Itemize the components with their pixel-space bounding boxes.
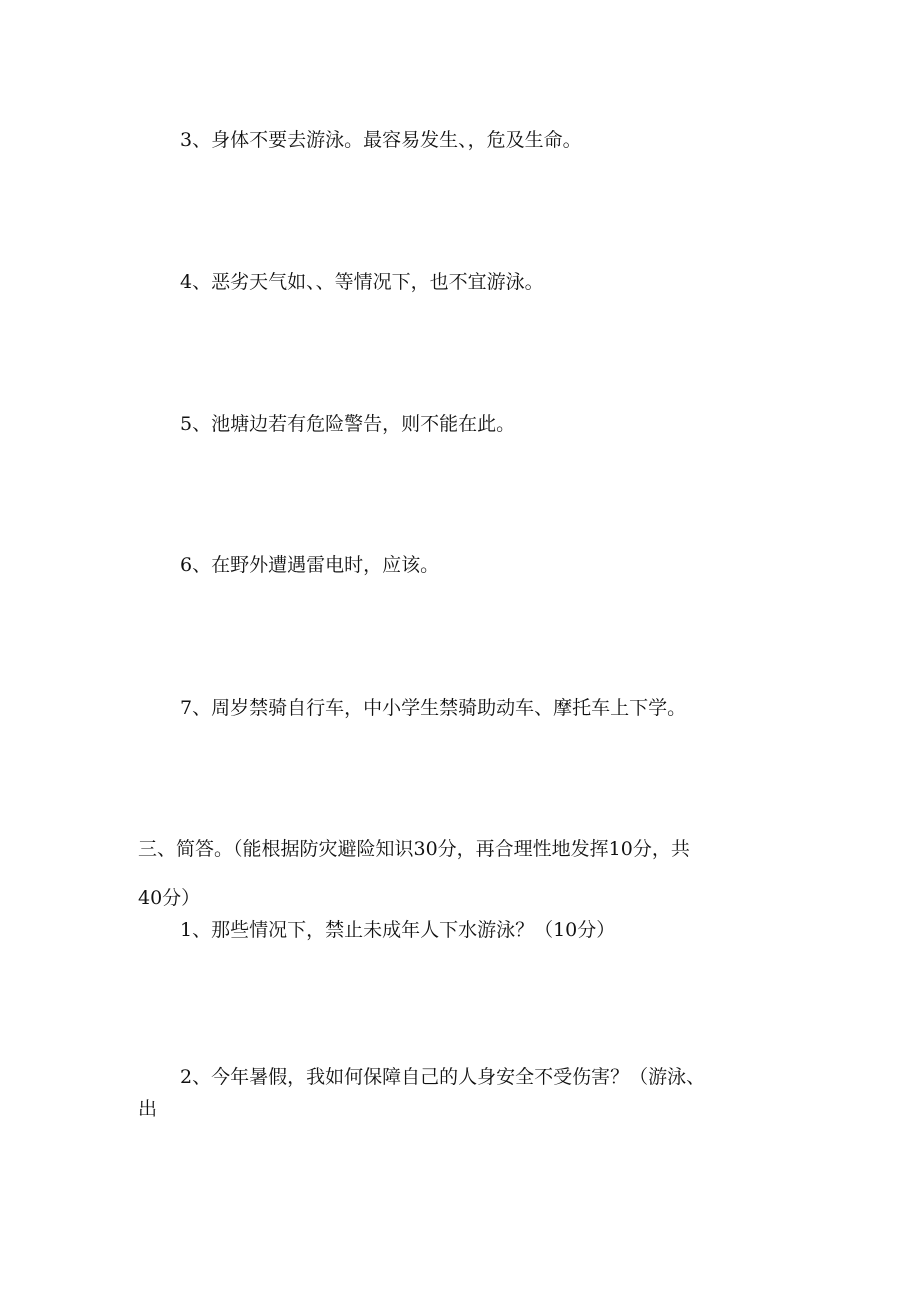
short-answer-question-2-continuation: 出 [138,1098,158,1120]
fill-in-item-7: 7、周岁禁骑自行车，中小学生禁骑助动车、摩托车上下学。 [180,697,687,719]
short-answer-question-2: 2、今年暑假，我如何保障自己的人身安全不受伤害？（游泳、 [180,1066,706,1088]
short-answer-question-1: 1、那些情况下，禁止未成年人下水游泳？（10分） [180,919,616,941]
fill-in-item-5: 5、池塘边若有危险警告，则不能在此。 [180,413,516,435]
fill-in-item-4: 4、恶劣天气如、、等情况下，也不宜游泳。 [180,271,544,293]
fill-in-item-3: 3、身体不要去游泳。最容易发生、，危及生命。 [180,129,582,151]
fill-in-item-6: 6、在野外遭遇雷电时，应该。 [180,554,440,576]
section-heading-short-answer: 三、简答。（能根据防灾避险知识30分，再合理性地发挥10分，共 [138,838,690,860]
section-heading-continuation: 40分） [138,887,201,909]
